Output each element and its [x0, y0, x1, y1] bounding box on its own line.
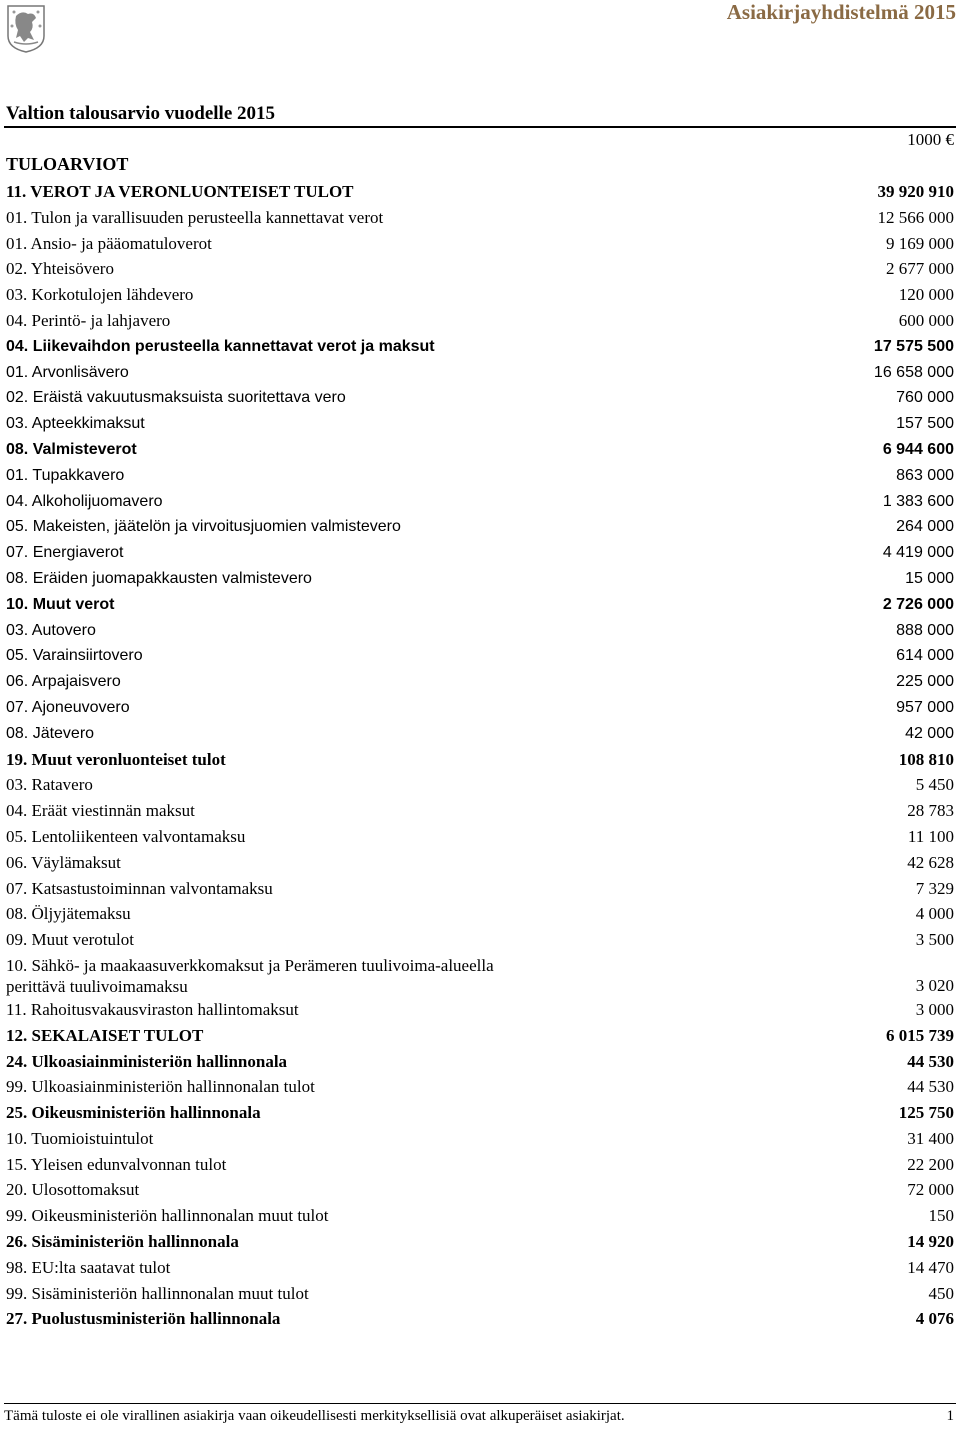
row-value: 225 000: [896, 673, 954, 691]
row-label: 27. Puolustusministeriön hallinnonala: [6, 1309, 281, 1329]
table-row: [6, 1281, 954, 1307]
row-value: 4 076: [915, 1309, 954, 1329]
row-value: 9 169 000: [886, 233, 954, 253]
table-row: [6, 592, 954, 618]
table-row: [6, 1100, 954, 1126]
table-row: [6, 179, 954, 205]
row-label: 03. Autovero: [6, 621, 96, 639]
row-label: 20. Ulosottomaksut: [6, 1180, 140, 1200]
row-label: 01. Tulon ja varallisuuden perusteella kannettavat verot: [6, 207, 384, 227]
row-value: 11 100: [907, 826, 954, 846]
row-label: 02. Eräistä vakuutusmaksuista suoritettava vero: [6, 389, 346, 407]
table-row: [6, 747, 954, 773]
row-value: 888 000: [896, 621, 954, 639]
row-label: 09. Muut verotulot: [6, 930, 134, 950]
row-label: 08. Eräiden juomapakkausten valmistevero: [6, 569, 312, 587]
table-row: [6, 953, 954, 997]
row-label: 04. Liikevaihdon perusteella kannettavat verot ja maksut: [6, 337, 435, 355]
row-value: 3 500: [915, 930, 954, 950]
row-label: 99. Sisäministeriön hallinnonalan muut tulot: [6, 1283, 309, 1303]
row-value: 120 000: [898, 285, 954, 305]
table-row: [6, 901, 954, 927]
row-label: 04. Eräät viestinnän maksut: [6, 801, 195, 821]
row-value: 22 200: [907, 1154, 954, 1174]
budget-title: Valtion talousarvio vuodelle 2015: [6, 103, 276, 124]
finnish-lion-emblem-icon: [4, 2, 48, 54]
document-collection-title: Asiakirjayhdistelmä 2015: [726, 0, 956, 24]
row-label: 04. Alkoholijuomavero: [6, 492, 163, 510]
row-value: 5 450: [915, 775, 954, 795]
table-row: [6, 1306, 954, 1332]
row-label: 08. Jätevero: [6, 724, 95, 742]
table-row: [6, 360, 954, 386]
table-row: [6, 643, 954, 669]
title-divider: [4, 126, 956, 128]
row-value: 264 000: [896, 518, 954, 536]
row-value: 12 566 000: [877, 207, 954, 227]
table-row: [6, 997, 954, 1023]
row-value: 108 810: [898, 749, 954, 769]
row-value: 44 530: [907, 1051, 954, 1071]
table-row: [6, 695, 954, 721]
table-row: [6, 1177, 954, 1203]
footer-divider: [4, 1403, 956, 1404]
row-value: 450: [928, 1283, 954, 1303]
table-row: [6, 540, 954, 566]
row-label: 01. Ansio- ja pääomatuloverot: [6, 233, 212, 253]
row-value: 28 783: [907, 801, 954, 821]
row-value: 1 383 600: [882, 492, 954, 510]
table-row: [6, 1255, 954, 1281]
row-label: 19. Muut veronluonteiset tulot: [6, 749, 226, 769]
row-value: 15 000: [905, 569, 954, 587]
row-label: 08. Öljyjätemaksu: [6, 904, 131, 924]
row-value: 14 470: [907, 1257, 954, 1277]
row-value: 14 920: [907, 1232, 954, 1252]
table-row: [6, 282, 954, 308]
row-label: 24. Ulkoasiainministeriön hallinnonala: [6, 1051, 288, 1071]
row-value: 2 677 000: [886, 259, 954, 279]
table-row: [6, 772, 954, 798]
row-value: 31 400: [907, 1128, 954, 1148]
row-value: 72 000: [907, 1180, 954, 1200]
row-value: 6 944 600: [882, 440, 954, 458]
row-value: 150: [928, 1206, 954, 1226]
unit-label: 1000 €: [907, 130, 954, 149]
row-value: 125 750: [898, 1103, 954, 1123]
row-value: 863 000: [896, 466, 954, 484]
row-label: 99. Oikeusministeriön hallinnonalan muut tulot: [6, 1206, 329, 1226]
row-label: 05. Lentoliikenteen valvontamaksu: [6, 826, 246, 846]
table-row: [6, 489, 954, 515]
row-label: 98. EU:lta saatavat tulot: [6, 1257, 171, 1277]
table-row: [6, 463, 954, 489]
table-row: [6, 1229, 954, 1255]
row-value: 957 000: [896, 698, 954, 716]
table-row: [6, 256, 954, 282]
row-value: 7 329: [915, 878, 954, 898]
row-label: 11. Rahoitusvakausviraston hallintomaksut: [6, 999, 299, 1019]
row-label: 02. Yhteisövero: [6, 259, 114, 279]
table-row: [6, 798, 954, 824]
table-row: [6, 1152, 954, 1178]
row-label: 08. Valmisteverot: [6, 440, 137, 458]
row-label: 03. Apteekkimaksut: [6, 415, 145, 433]
table-row: [6, 824, 954, 850]
row-label: 03. Korkotulojen lähdevero: [6, 285, 194, 305]
row-value: 3 020: [915, 975, 954, 995]
table-row: [6, 721, 954, 747]
table-row: [6, 669, 954, 695]
row-value: 16 658 000: [873, 363, 954, 381]
row-value: 17 575 500: [873, 337, 954, 355]
row-label: 04. Perintö- ja lahjavero: [6, 310, 171, 330]
table-row: [6, 876, 954, 902]
table-row: [6, 514, 954, 540]
row-value: 3 000: [915, 999, 954, 1019]
table-row: [6, 850, 954, 876]
table-row: [6, 1023, 954, 1049]
row-value: 600 000: [898, 310, 954, 330]
row-value: 2 726 000: [882, 595, 954, 613]
table-row: [6, 334, 954, 360]
row-label: 05. Makeisten, jäätelön ja virvoitusjuomien valmistevero: [6, 518, 401, 536]
row-label: 03. Ratavero: [6, 775, 93, 795]
row-value: 4 419 000: [882, 544, 954, 562]
row-label: 01. Arvonlisävero: [6, 363, 129, 381]
row-label: 12. SEKALAISET TULOT: [6, 1025, 204, 1045]
row-label: 11. VEROT JA VERONLUONTEISET TULOT: [6, 182, 354, 201]
row-value: 42 628: [907, 852, 954, 872]
row-label: 99. Ulkoasiainministeriön hallinnonalan tulot: [6, 1077, 315, 1097]
row-label: 26. Sisäministeriön hallinnonala: [6, 1232, 239, 1252]
row-value: 157 500: [896, 415, 954, 433]
row-label: 10. Muut verot: [6, 595, 115, 613]
row-label: 25. Oikeusministeriön hallinnonala: [6, 1103, 261, 1123]
row-value: 39 920 910: [877, 182, 954, 201]
row-label: 07. Ajoneuvovero: [6, 698, 130, 716]
row-label: 10. Tuomioistuintulot: [6, 1128, 154, 1148]
row-value: 4 000: [915, 904, 954, 924]
row-value: 760 000: [896, 389, 954, 407]
row-value: 6 015 739: [886, 1025, 954, 1045]
row-label: 10. Sähkö- ja maakaasuverkkomaksut ja Perämeren tuulivoima-alueella perittävä tuulivoimamaksu: [6, 955, 494, 996]
footer-disclaimer: Tämä tuloste ei ole virallinen asiakirja vaan oikeudellisesti merkityksellisiä ovat alkuperäiset asiakirjat.: [4, 1408, 625, 1424]
table-row: [6, 927, 954, 953]
table-row: [6, 1049, 954, 1075]
table-row: [6, 1126, 954, 1152]
table-row: [6, 411, 954, 437]
row-value: 614 000: [896, 647, 954, 665]
table-row: [6, 308, 954, 334]
table-row: [6, 437, 954, 463]
table-row: [6, 385, 954, 411]
table-row: [6, 566, 954, 592]
table-row: [6, 231, 954, 257]
table-row: [6, 1074, 954, 1100]
row-label: 06. Väylämaksut: [6, 852, 121, 872]
row-label: 06. Arpajaisvero: [6, 673, 121, 691]
page-number: 1: [946, 1408, 954, 1424]
table-row: [6, 1203, 954, 1229]
section-heading: TULOARVIOT: [6, 154, 129, 174]
budget-table: [6, 179, 954, 1332]
row-label: 05. Varainsiirtovero: [6, 647, 143, 665]
row-value: 42 000: [905, 724, 954, 742]
row-label: 07. Katsastustoiminnan valvontamaksu: [6, 878, 273, 898]
table-row: [6, 205, 954, 231]
row-label: 15. Yleisen edunvalvonnan tulot: [6, 1154, 227, 1174]
row-label: 01. Tupakkavero: [6, 466, 125, 484]
row-value: 44 530: [907, 1077, 954, 1097]
row-label: 07. Energiaverot: [6, 544, 124, 562]
table-row: [6, 618, 954, 644]
